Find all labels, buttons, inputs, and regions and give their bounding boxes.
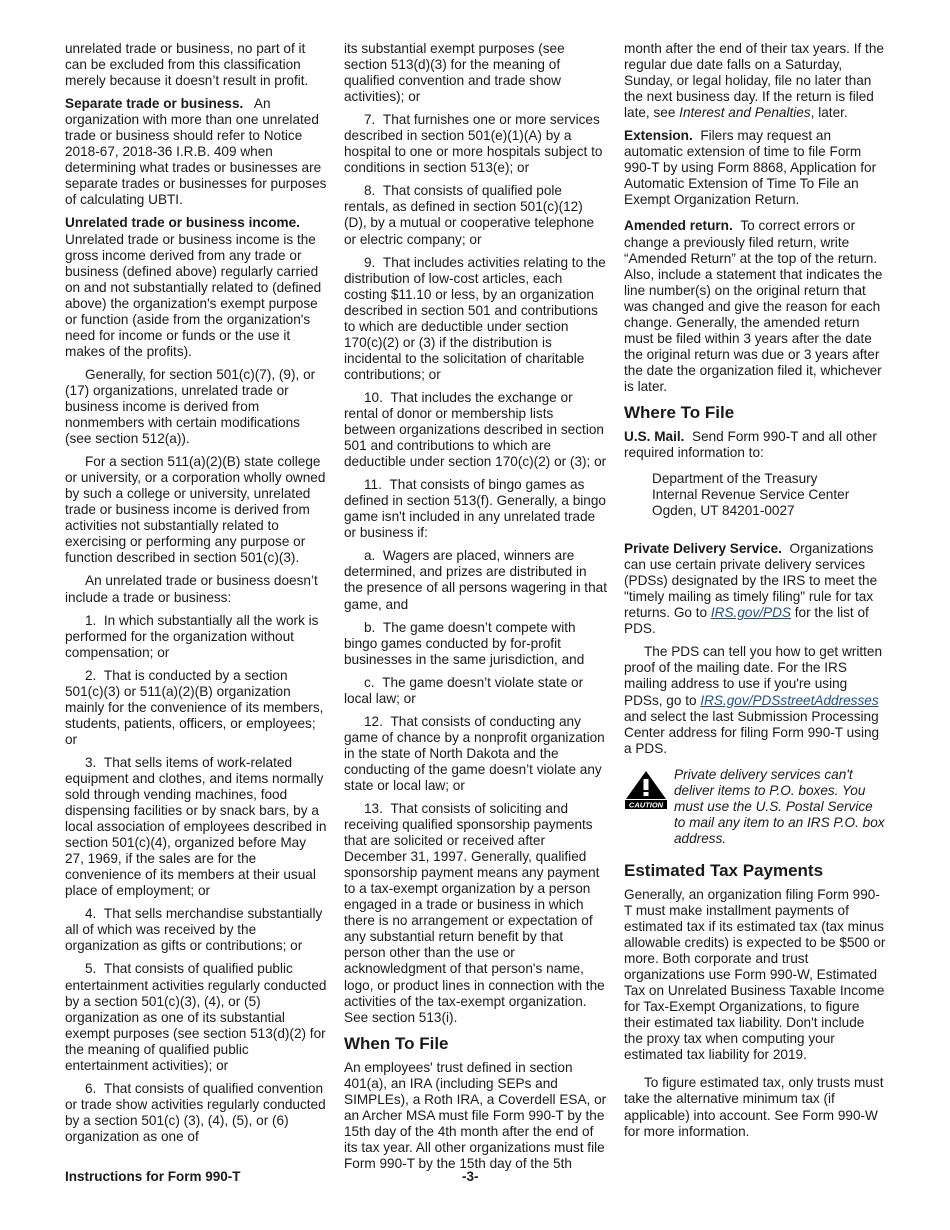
paragraph: [624, 41, 886, 121]
sub-list-item: [344, 620, 607, 668]
list-item-text: That sells items of work-related equipment and clothes, and items normally sold through vending machines, food dispensing facilities or by snack bars, by a local association of employees described in section 501(c)(4), organized before May 27, 1969, if the sales are for the convenience of its members at their usual place of employment; or: [65, 754, 327, 899]
list-item-text: The game doesn’t compete with bingo games conducted by for-profit businesses in the same jurisdiction, and: [344, 619, 585, 667]
footer-form-title: Instructions for Form 990-T: [65, 1169, 241, 1184]
list-item-text: That consists of conducting any game of chance by a nonprofit organization in the state of North Dakota and the conducting of the game doesn’t violate any state or local law; or: [344, 713, 605, 793]
list-item: [65, 668, 327, 748]
paragraph: To figure estimated tax, only trusts must take the alternative minimum tax (if applicable) into account. See Form 990-W for more information.: [624, 1075, 884, 1139]
list-item-text: That consists of soliciting and receiving qualified sponsorship payments that are solicited or received after December 31, 1997. Generally, qualified sponsorship payment means any payment to a tax-exempt organization by a person engaged in a trade or business in which there is no arrangement or expectation of any substantial return benefit by that person other than the use or acknowledgment of that person's name, logo, or product lines in connection with the activities of the tax-exempt organization. See section 513(i).: [344, 801, 605, 1025]
list-item-text: That consists of qualified convention or trade show activities regularly conducted by a section 501(c) (3), (4), (5), or (6) organization as one of: [65, 1080, 326, 1144]
paragraph: unrelated trade or business, no part of it can be excluded from this classification merely because it doesn’t result in profit.: [65, 41, 309, 89]
section-heading-estimated-tax: Estimated Tax Payments: [624, 860, 824, 880]
column-1: [65, 41, 327, 1152]
list-item-letter: b.: [364, 619, 376, 635]
paragraph-amended-return: [624, 218, 886, 395]
paragraph: [624, 644, 886, 756]
list-item-number: 10.: [364, 389, 383, 405]
sub-list-item: [344, 548, 607, 612]
caution-note: [624, 767, 886, 847]
paragraph-text: To correct errors or change a previously filed return, write “Amended Return” at the top of the return. Also, include a statement that indicates the line number(s) on the original return that was changed and give the reason for each change. Generally, the amended return must be filed within 3 years after the date the original return was due or 3 years after the date the organization filed it, whichever is later.: [624, 218, 883, 394]
list-item-number: 9.: [364, 254, 376, 270]
list-item-text: The game doesn’t violate state or local law; or: [344, 674, 584, 706]
paragraph-text: An organization with more than one unrelated trade or business should refer to Notice 2018-67, 2018-36 I.R.B. 409 when determining what trades or businesses are separate trades or businesses for purposes of calculating UBTI.: [65, 96, 327, 208]
irs-pds-link[interactable]: IRS.gov/PDS: [710, 605, 791, 621]
list-item: [344, 255, 607, 383]
list-item-number: 7.: [364, 112, 376, 128]
page-number: -3-: [462, 1169, 479, 1184]
list-item-number: 4.: [85, 906, 97, 922]
run-in-heading: U.S. Mail.: [624, 428, 685, 444]
section-heading-when-to-file: When To File: [344, 1033, 449, 1053]
list-item-number: 6.: [85, 1080, 97, 1096]
list-item-text: That consists of bingo games as defined in section 513(f). Generally, a bingo game isn't included in any unrelated trade or business if:: [344, 477, 606, 541]
paragraph-unrelated-income: [65, 215, 327, 359]
paragraph: For a section 511(a)(2)(B) state college or university, or a corporation wholly owned by such a college or university, unrelated trade or business income is derived from activities not substantially related to exercising or performing any purpose or function described in section 501(c)(3).: [65, 454, 326, 566]
list-item: [65, 1081, 327, 1145]
list-item-number: 3.: [85, 754, 97, 770]
paragraph-text: , later.: [810, 105, 848, 121]
run-in-heading: Amended return.: [624, 218, 733, 234]
address-line: Department of the Treasury: [652, 471, 818, 487]
paragraph: An employees' trust defined in section 401(a), an IRA (including SEPs and SIMPLEs), a Roth IRA, a Coverdell ESA, or an Archer MSA must file Form 990-T by the 15th day of the 4th month after the end of its tax year. All other organizations must file Form 990-T by the 15th day of the 5th: [344, 1059, 607, 1171]
paragraph-extension: [624, 128, 886, 208]
list-item: [65, 961, 327, 1073]
paragraph: Generally, an organization filing Form 990-T must make installment payments of estimated tax if its estimated tax (tax minus allowable credits) is expected to be $500 or more. Both corporate and trust organizations use Form 990-W, Estimated Tax on Unrelated Business Taxable Income for Tax-Exempt Organizations, to figure their estimated tax liability. Don't include the proxy tax when computing your estimated tax liability for 2019.: [624, 886, 886, 1063]
list-item-text: That sells merchandise substantially all of which was received by the organization as gifts or contributions; or: [65, 906, 323, 954]
list-item-text: That is conducted by a section 501(c)(3) or 511(a)(2)(B) organization mainly for the convenience of its members, students, patients, officers, or employees; or: [65, 667, 324, 747]
paragraph-text: Filers may request an automatic extension of time to file Form 990-T by using Form 8868, Application for Automatic Extension of Time To File an Exempt Organization Return.: [624, 128, 877, 208]
paragraph-text: The PDS can tell you how to get written proof of the mailing date. For the IRS mailing address to use if you're using PDSs, go to: [624, 644, 883, 708]
list-item: [65, 755, 327, 899]
paragraph-text: Send Form 990-T and all other required information to:: [624, 428, 877, 461]
list-item-text: That consists of qualified public entertainment activities regularly conducted by a section 501(c)(3), (4), or (5) organization as one of its substantial exempt purposes (see section 513(d)(2) for the meaning of qualified public entertainment activities); or: [65, 961, 327, 1073]
list-item-text: That furnishes one or more services described in section 501(e)(1)(A) by a hospital to one or more hospitals subject to conditions in section 513(e); or: [344, 112, 603, 176]
list-item-number: 12.: [364, 713, 383, 729]
list-item-text: That includes activities relating to the distribution of low-cost articles, each costing $11.10 or less, by an organization described in section 501 and contributions to which are deductible under section 170(c)(2) or (3) if the distribution is incidental to the solicitation of charitable contributions; or: [344, 254, 606, 382]
list-item-letter: a.: [364, 548, 376, 564]
caution-label: CAUTION: [628, 800, 664, 809]
list-item: [344, 390, 607, 470]
section-heading-where-to-file: Where To File: [624, 402, 735, 422]
run-in-heading: Unrelated trade or business income.: [65, 215, 300, 231]
list-item: [344, 183, 607, 247]
list-item-number: 11.: [364, 477, 382, 493]
list-item: [344, 112, 607, 176]
paragraph-separate-trade: [65, 96, 327, 208]
run-in-heading: Extension.: [624, 128, 693, 144]
list-item-text: Wagers are placed, winners are determined, and prizes are distributed in the presence of all persons wagering in that game, and: [344, 548, 607, 612]
paragraph: An unrelated trade or business doesn’t include a trade or business:: [65, 573, 318, 605]
list-item: [65, 906, 327, 954]
paragraph-text: Unrelated trade or business income is the gross income derived from any trade or business (defined above) regularly carried on and not substantially related to (defined above) the organization's exempt purpose or function (aside from the organization's need for income or funds or the use it makes of the profits).: [65, 231, 322, 359]
caution-text: Private delivery services can't deliver items to P.O. boxes. You must use the U.S. Postal Service to mail any item to an IRS P.O. box address.: [674, 766, 885, 846]
list-item-letter: c.: [364, 674, 375, 690]
italic-reference: Interest and Penalties: [679, 105, 811, 121]
list-item-number: 5.: [85, 961, 97, 977]
list-item-number: 8.: [364, 183, 376, 199]
list-item: [344, 801, 607, 1026]
list-item-number: 1.: [85, 612, 97, 628]
paragraph-text: and select the last Submission Processing Center address for filing Form 990-T using a PDS.: [624, 708, 880, 756]
column-2: [344, 41, 607, 1179]
list-item-text: That includes the exchange or rental of donor or membership lists between organizations described in section 501 and contributions to which are deductible under section 170(c)(2) or (3); or: [344, 389, 607, 470]
list-item: [344, 477, 607, 541]
sub-list-item: [344, 675, 607, 707]
irs-pds-street-addresses-link[interactable]: IRS.gov/PDSstreetAddresses: [700, 692, 879, 708]
list-item: [344, 714, 607, 794]
list-item-text: That consists of qualified pole rentals, as defined in section 501(c)(12) (D), by a mutual or cooperative telephone or electric company; or: [344, 183, 595, 247]
run-in-heading: Private Delivery Service.: [624, 541, 782, 557]
paragraph-text: for the list of PDS.: [624, 605, 869, 637]
run-in-heading: Separate trade or business.: [65, 96, 244, 112]
list-item: [65, 613, 327, 661]
paragraph: its substantial exempt purposes (see section 513(d)(3) for the meaning of qualified convention and trade show activities); or: [344, 41, 565, 105]
paragraph-pds: [624, 541, 886, 637]
caution-icon: [624, 769, 668, 809]
address-line: Internal Revenue Service Center: [652, 487, 850, 503]
paragraph-text: Organizations can use certain private delivery services (PDSs) designated by the IRS to meet the "timely mailing as timely filing" rule for tax returns. Go to: [624, 541, 878, 621]
mailing-address: [652, 471, 886, 519]
paragraph: Generally, for section 501(c)(7), (9), or (17) organizations, unrelated trade or business income is derived from nonmembers with certain modifications (see section 512(a)).: [65, 366, 316, 447]
list-item-number: 13.: [364, 801, 383, 817]
list-item-number: 2.: [85, 667, 97, 683]
paragraph-text: month after the end of their tax years. If the regular due date falls on a Saturday, Sunday, or legal holiday, file no later than the next business day. If the return is filed late, see: [624, 41, 884, 121]
address-line: Ogden, UT 84201-0027: [652, 503, 795, 519]
list-item-text: In which substantially all the work is performed for the organization without compensation; or: [65, 612, 319, 660]
column-3: [624, 41, 886, 1147]
paragraph-us-mail: [624, 429, 886, 461]
